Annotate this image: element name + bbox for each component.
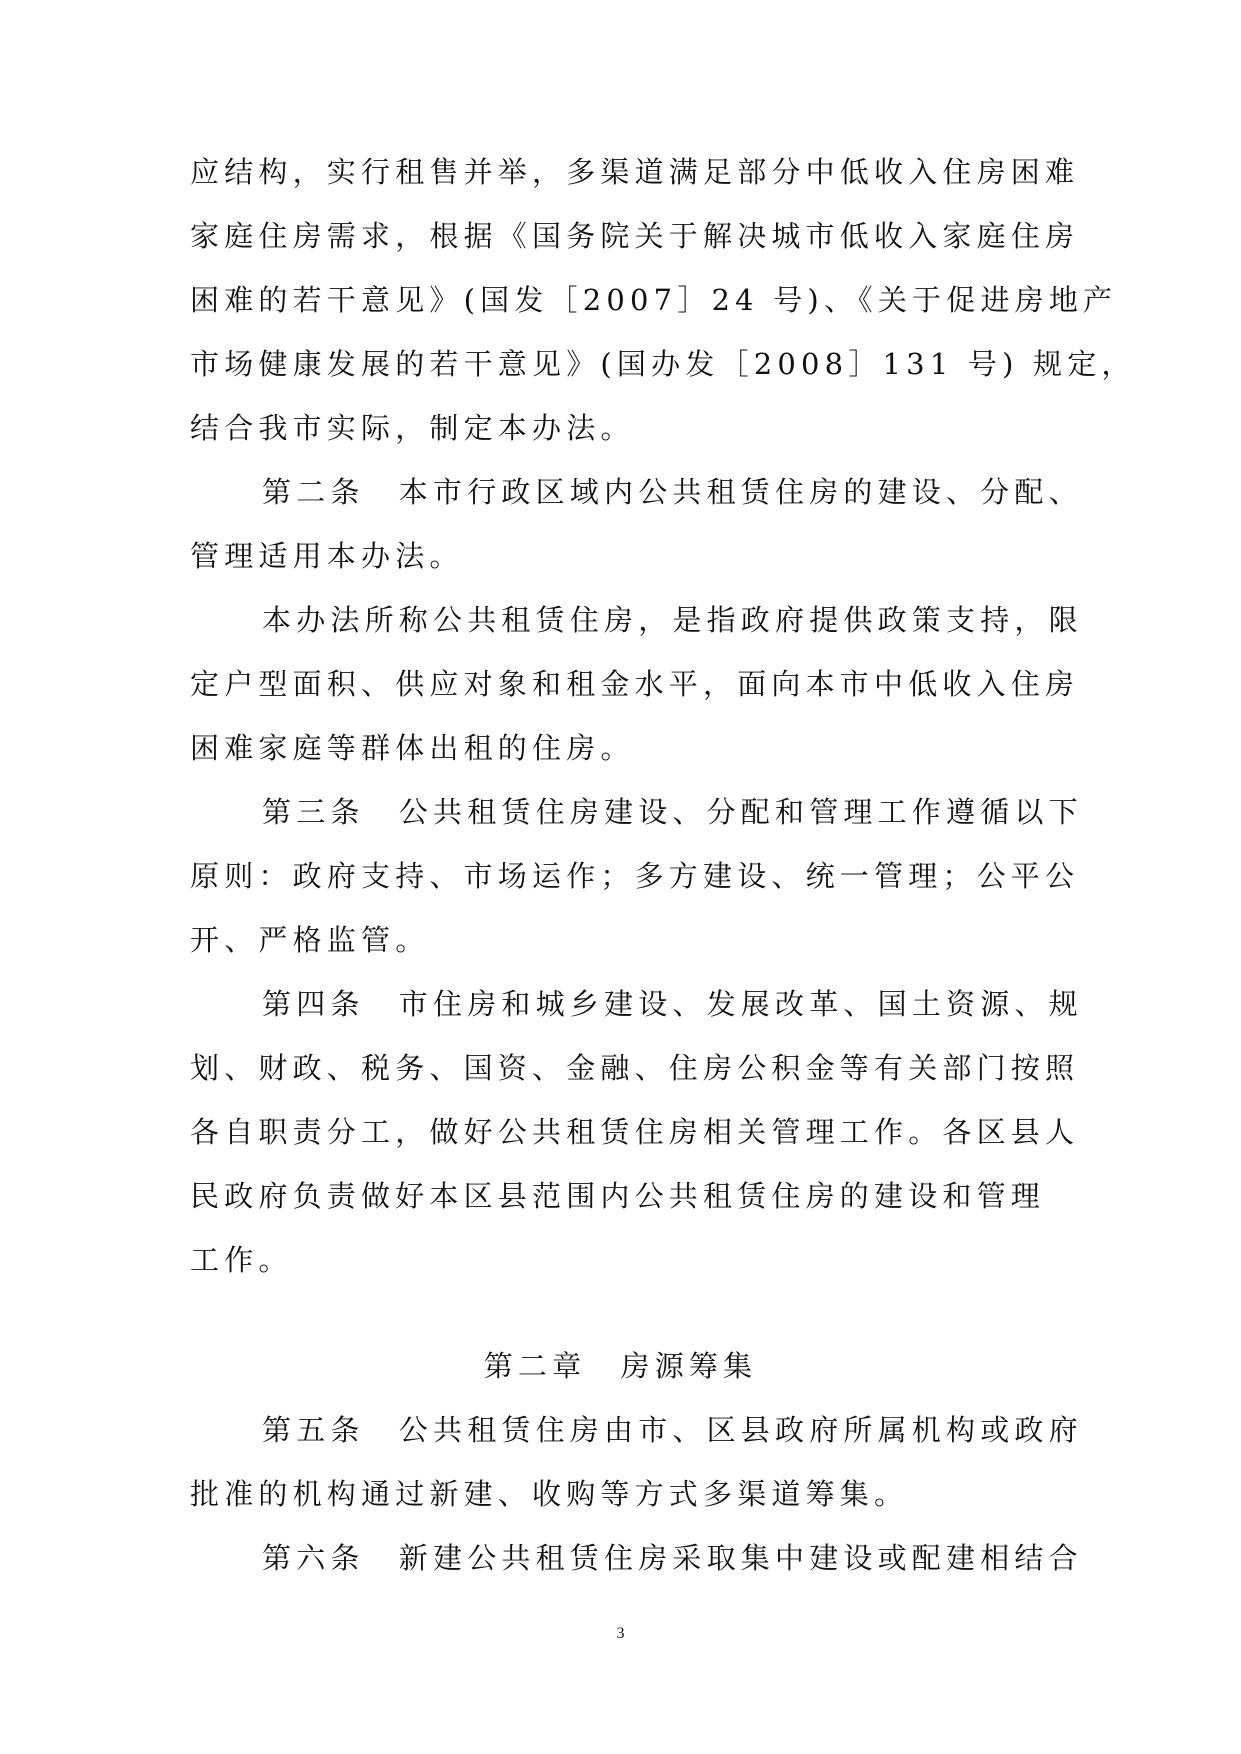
article-3-line: 第三条 公共租赁住房建设、分配和管理工作遵循以下 xyxy=(262,795,1083,829)
article-4-line: 第四条 市住房和城乡建设、发展改革、国土资源、规 xyxy=(262,987,1083,1021)
page-number: 3 xyxy=(616,1625,625,1642)
text-line: 原则：政府支持、市场运作；多方建设、统一管理；公平公 xyxy=(190,859,1080,893)
article-5-line: 第五条 公共租赁住房由市、区县政府所属机构或政府 xyxy=(262,1413,1083,1447)
text-line: 本办法所称公共租赁住房，是指政府提供政策支持，限 xyxy=(262,603,1083,637)
text-line: 划、财政、税务、国资、金融、住房公积金等有关部门按照 xyxy=(190,1051,1080,1085)
article-2-line: 第二条 本市行政区域内公共租赁住房的建设、分配、 xyxy=(262,475,1083,509)
text-line: 市场健康发展的若干意见》(国办发［2008］131 号) 规定， xyxy=(190,347,1136,381)
text-line: 定户型面积、供应对象和租金水平，面向本市中低收入住房 xyxy=(190,667,1080,701)
text-line: 管理适用本办法。 xyxy=(190,539,464,573)
text-line: 各自职责分工，做好公共租赁住房相关管理工作。各区县人 xyxy=(190,1115,1080,1149)
text-line: 民政府负责做好本区县范围内公共租赁住房的建设和管理 xyxy=(190,1179,1046,1213)
text-line: 开、严格监管。 xyxy=(190,923,430,957)
article-6-line: 第六条 新建公共租赁住房采取集中建设或配建相结合 xyxy=(262,1541,1083,1575)
text-line: 工作。 xyxy=(190,1243,293,1277)
text-line: 困难的若干意见》(国发［2007］24 号)、《关于促进房地产 xyxy=(190,283,1118,317)
text-line: 应结构，实行租售并举，多渠道满足部分中低收入住房困难 xyxy=(190,155,1080,189)
text-line: 结合我市实际，制定本办法。 xyxy=(190,411,635,445)
chapter-heading: 第二章 房源筹集 xyxy=(483,1349,758,1383)
text-line: 批准的机构通过新建、收购等方式多渠道筹集。 xyxy=(190,1477,909,1511)
text-line: 困难家庭等群体出租的住房。 xyxy=(190,731,635,765)
text-line: 家庭住房需求，根据《国务院关于解决城市低收入家庭住房 xyxy=(190,219,1080,253)
